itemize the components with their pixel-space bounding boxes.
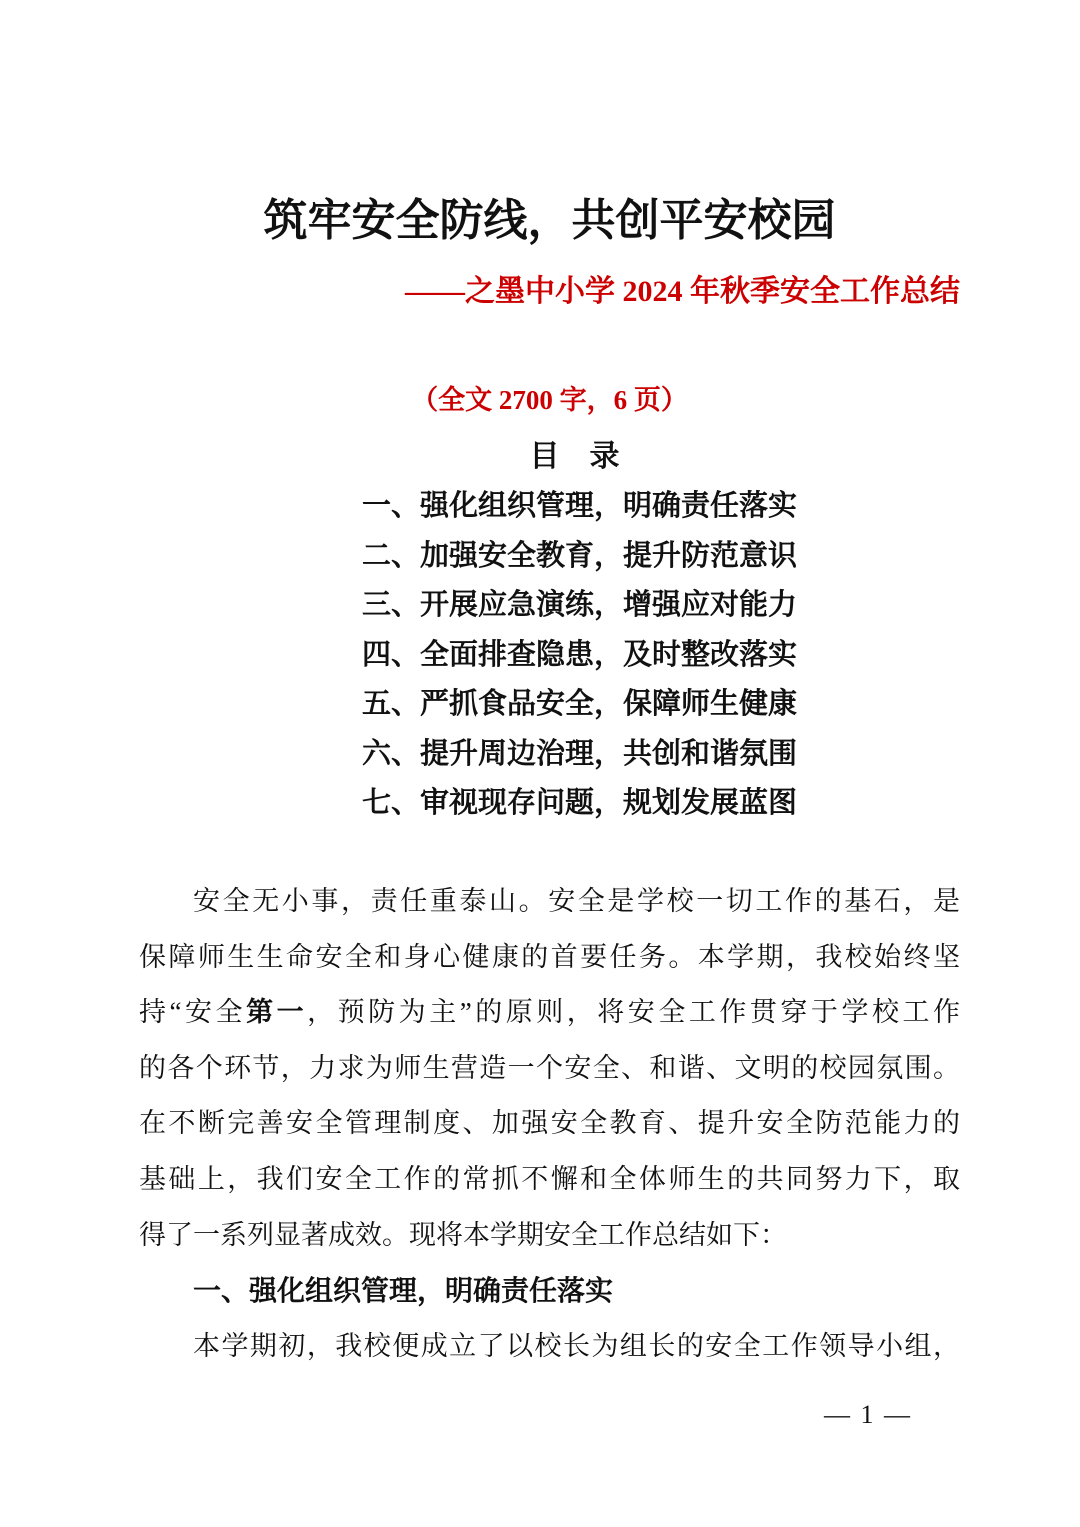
paragraph-run: ，预防为主”的原则，将安全工作贯穿于学校工作	[307, 997, 960, 1028]
toc-item-2: 二、加强安全教育，提升防范意识	[361, 539, 797, 572]
paragraph-line: 安全无小事，责任重泰山。安全是学校一切工作的基石，是	[193, 886, 960, 916]
paragraph-run: 持“安全	[139, 997, 247, 1028]
paragraph-line: 保障师生生命安全和身心健康的首要任务。本学期，我校始终坚	[139, 941, 960, 972]
paragraph-line: 本学期初，我校便成立了以校长为组长的安全工作领导小组，	[193, 1330, 960, 1361]
page-number: — 1 —	[824, 1400, 912, 1429]
toc-item-3: 三、开展应急演练，增强应对能力	[361, 589, 797, 621]
paragraph-line: 在不断完善安全管理制度、加强安全教育、提升安全防范能力的	[139, 1108, 960, 1139]
paragraph-line	[139, 985, 960, 1041]
paragraph-line: 基础上，我们安全工作的常抓不懈和全体师生的共同努力下，取	[139, 1163, 960, 1194]
section-heading: 一、强化组织管理，明确责任落实	[193, 1275, 614, 1307]
paragraph-line: 的各个环节，力求为师生营造一个安全、和谐、文明的校园氛围。	[139, 1052, 960, 1083]
paragraph-bold-run: 第一	[246, 997, 308, 1028]
word-count-note: （全文 2700 字，6 页）	[411, 385, 688, 415]
toc-item-7: 七、审视现存问题，规划发展蓝图	[361, 787, 797, 819]
toc-item-4: 四、全面排查隐患，及时整改落实	[361, 638, 797, 671]
doc-body	[139, 874, 960, 1374]
toc-item-5: 五、严抓食品安全，保障师生健康	[361, 688, 797, 720]
doc-title: 筑牢安全防线，共创平安校园	[263, 196, 836, 245]
toc-item-1: 一、强化组织管理，明确责任落实	[361, 490, 797, 522]
doc-subtitle: ——之墨中小学 2024 年秋季安全工作总结	[405, 275, 960, 308]
toc-list	[139, 482, 960, 829]
toc-heading: 目 录	[529, 440, 620, 473]
toc-item-6: 六、提升周边治理，共创和谐氛围	[361, 737, 797, 770]
paragraph-line: 得了一系列显著成效。现将本学期安全工作总结如下：	[139, 1219, 787, 1250]
